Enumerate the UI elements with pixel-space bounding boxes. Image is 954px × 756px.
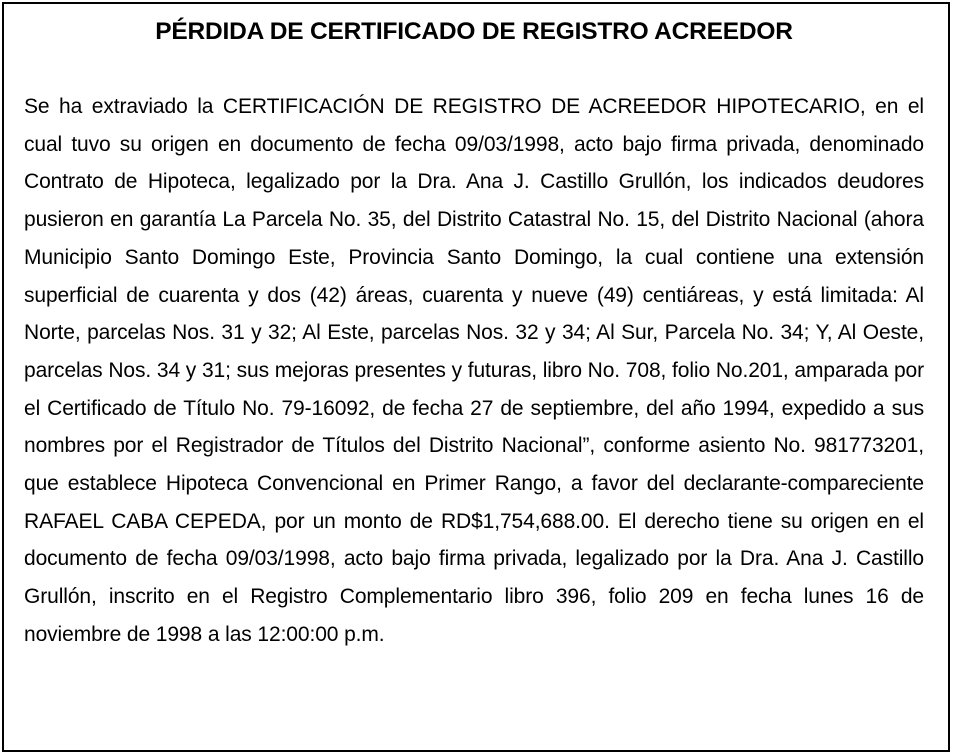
notice-title: PÉRDIDA DE CERTIFICADO DE REGISTRO ACREEDOR	[155, 18, 793, 45]
notice-box	[2, 2, 950, 752]
notice-body: Se ha extraviado la CERTIFICACIÓN DE REGISTRO DE ACREEDOR HIPOTECARIO, en el cual tuvo su origen en documento de fecha 09/03/1998, acto bajo firma privada, denominado Contrato de Hipoteca, legalizado por la Dra. Ana J. Castillo Grullón, los indicados deudores pusieron en garantía La Parcela No. 35, del Distrito Catastral No. 15, del Distrito Nacional (ahora Municipio Santo Domingo Este, Provincia Santo Domingo, la cual contiene una extensión superficial de cuarenta y dos (42) áreas, cuarenta y nueve (49) centiáreas, y está limitada: Al Norte, parcelas Nos. 31 y 32; Al Este, parcelas Nos. 32 y 34; Al Sur, Parcela No. 34; Y, Al Oeste, parcelas Nos. 34 y 31; sus mejoras presentes y futuras, libro No. 708, folio No.201, amparada por el Certificado de Título No. 79-16092, de fecha 27 de septiembre, del año 1994, expedido a sus nombres por el Registrador de Títulos del Distrito Nacional”, conforme asiento No. 981773201, que establece Hipoteca Convencional en Primer Rango, a favor del declarante-compareciente RAFAEL CABA CEPEDA, por un monto de RD$1,754,688.00. El derecho tiene su origen en el documento de fecha 09/03/1998, acto bajo firma privada, legalizado por la Dra. Ana J. Castillo Grullón, inscrito en el Registro Complementario libro 396, folio 209 en fecha lunes 16 de noviembre de 1998 a las 12:00:00 p.m.	[24, 95, 924, 646]
